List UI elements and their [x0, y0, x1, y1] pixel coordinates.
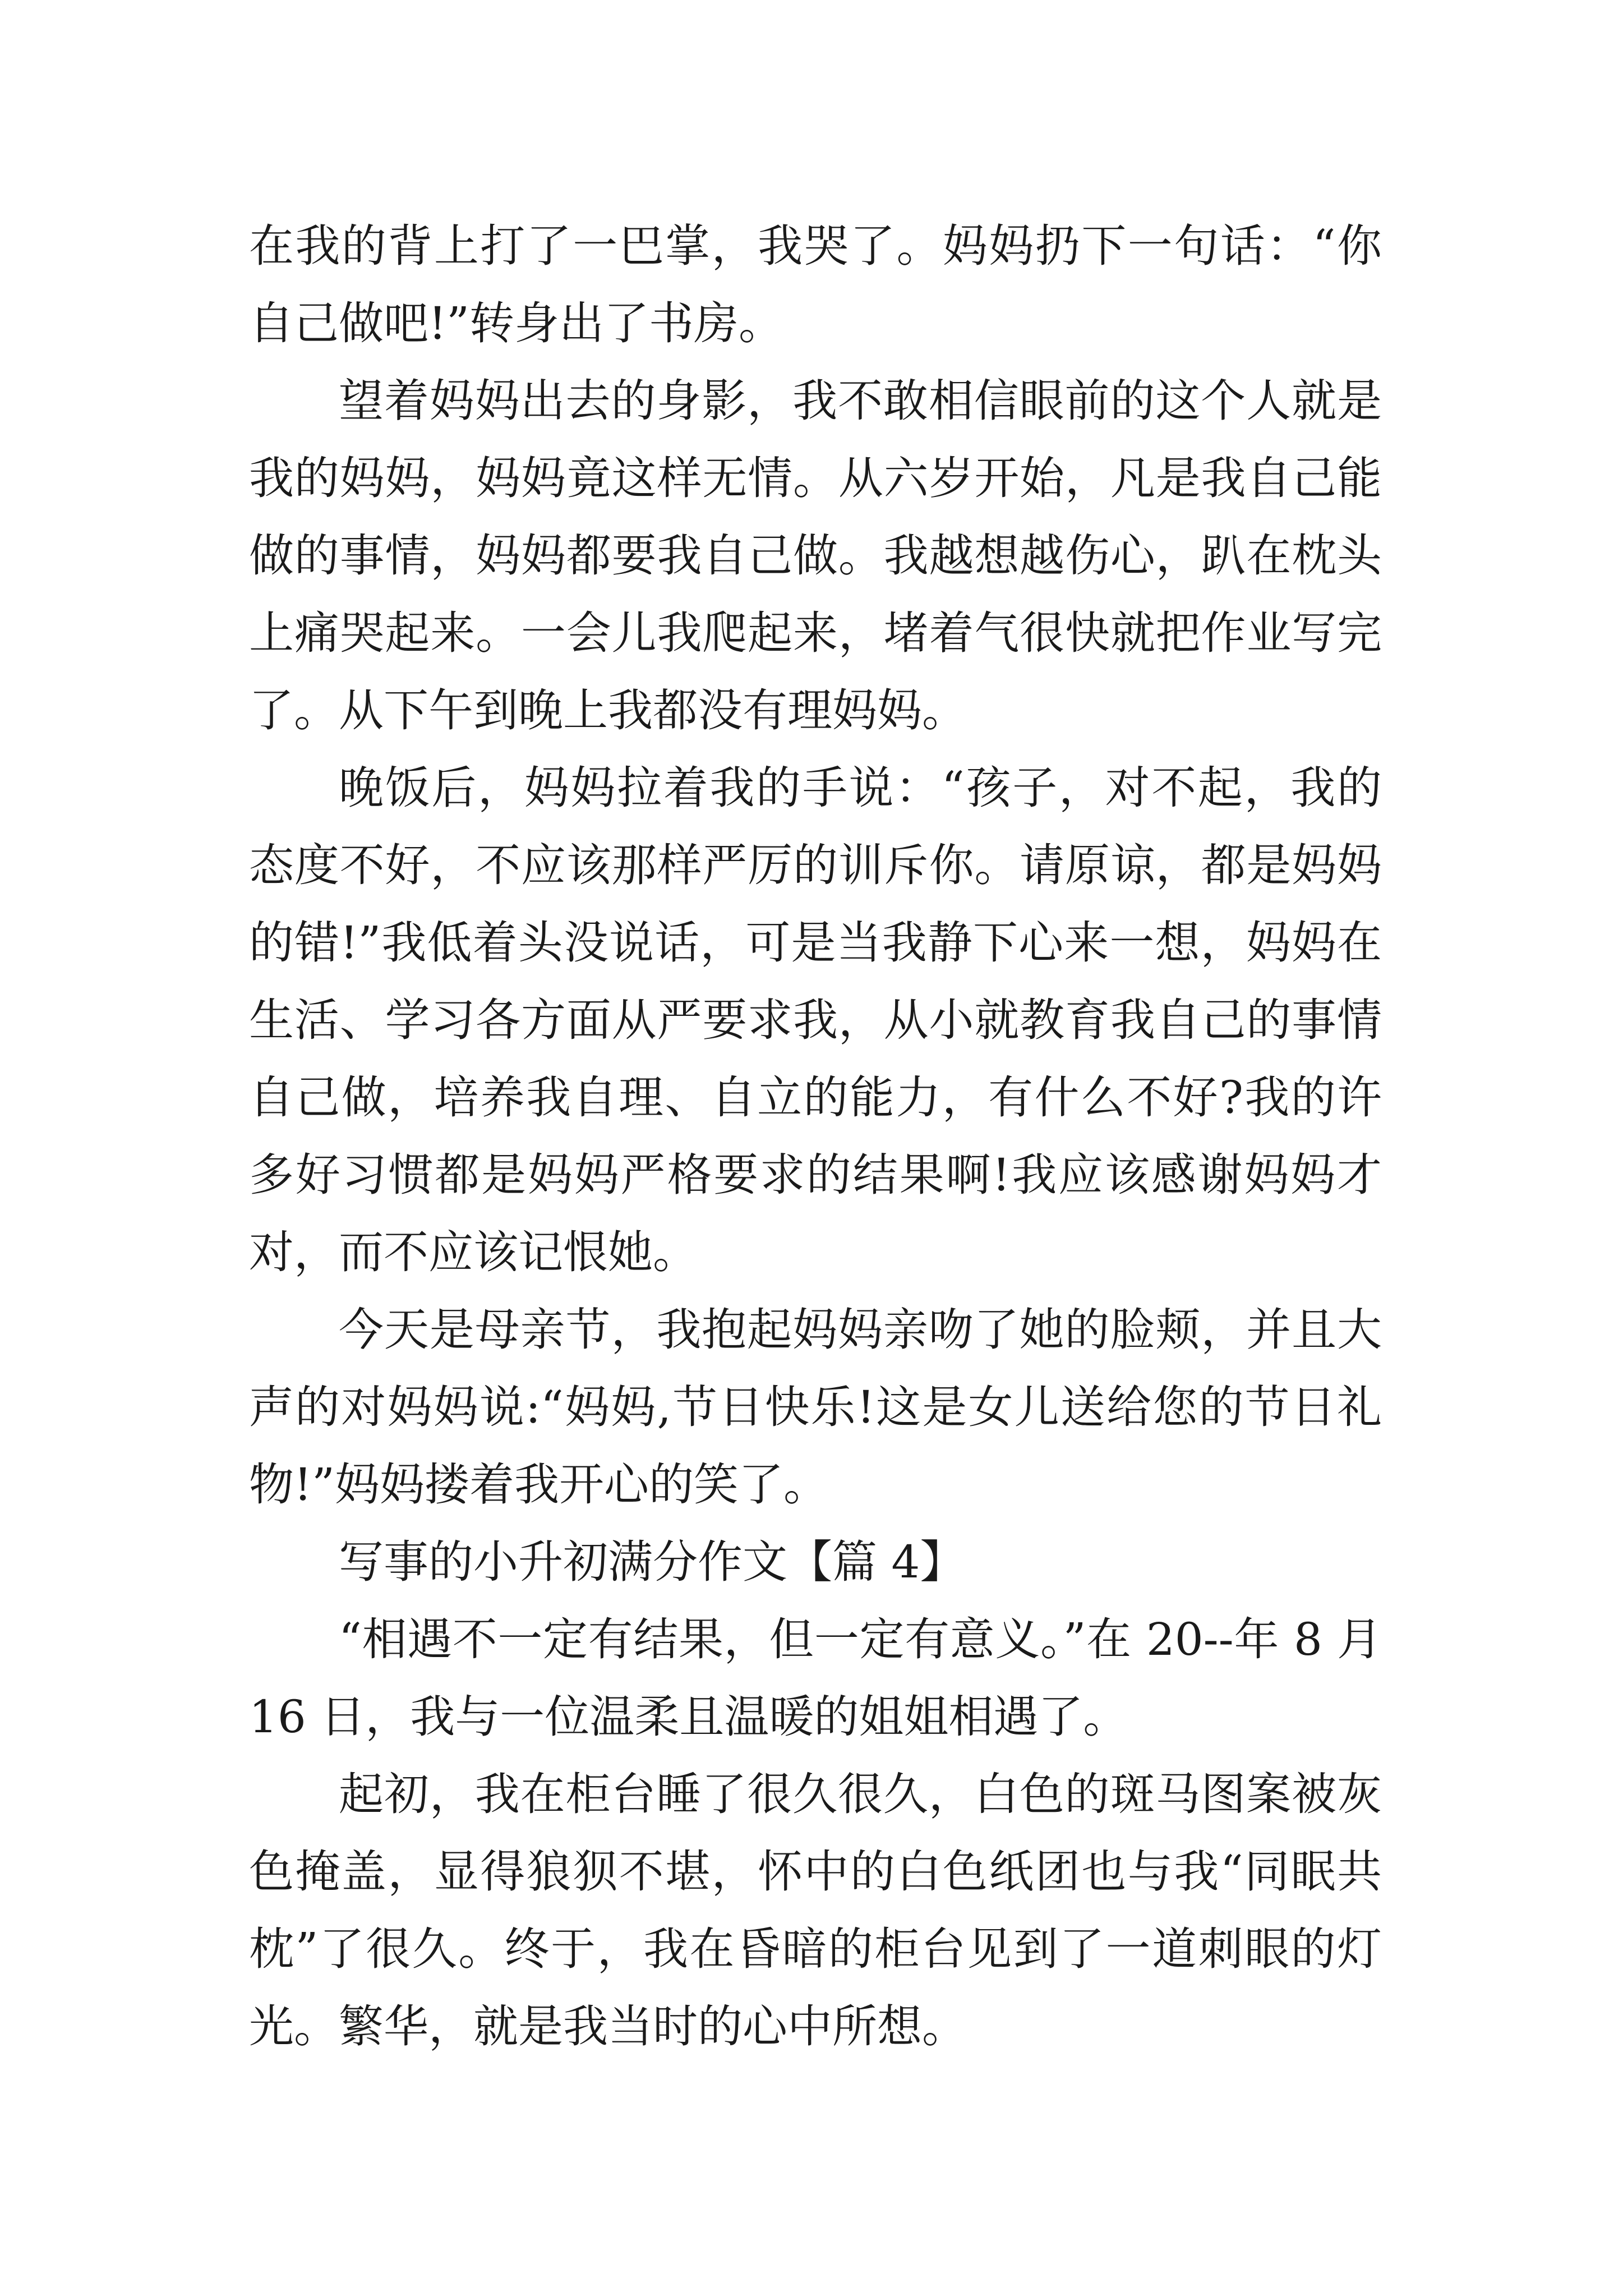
paragraph-2: 望着妈妈出去的身影，我不敢相信眼前的这个人就是我的妈妈，妈妈竟这样无情。从六岁开始，凡是我自己能做的事情，妈妈都要我自己做。我越想越伤心，趴在枕头上痛哭起来。一会儿我爬起来，堵着气很快就把作业写完了。从下午到晚上我都没有理妈妈。 [249, 375, 1382, 737]
paragraph-4: 今天是母亲节，我抱起妈妈亲吻了她的脸颊，并且大声的对妈妈说:“妈妈,节日快乐!这是女儿送给您的节日礼物!”妈妈搂着我开心的笑了。 [249, 1304, 1382, 1511]
paragraph-1: 在我的背上打了一巴掌，我哭了。妈妈扔下一句话：“你自己做吧!”转身出了书房。 [249, 220, 1382, 349]
paragraph-3: 晚饭后，妈妈拉着我的手说：“孩子，对不起，我的态度不好，不应该那样严厉的训斥你。请原谅，都是妈妈的错!”我低着头没说话，可是当我静下心来一想，妈妈在生活、学习各方面从严要求我，从小就教育我自己的事情自己做，培养我自理、自立的能力，有什么不好?我的许多好习惯都是妈妈严格要求的结果啊!我应该感谢妈妈才对，而不应该记恨她。 [249, 762, 1382, 1278]
document-body [249, 208, 1382, 2065]
paragraph-5: “相遇不一定有结果，但一定有意义。”在 20--年 8 月 16 日，我与一位温柔且温暖的姐姐相遇了。 [249, 1613, 1382, 1743]
paragraph-6: 起初，我在柜台睡了很久很久，白色的斑马图案被灰色掩盖，显得狼狈不堪，怀中的白色纸团也与我“同眠共枕”了很久。终于，我在昏暗的柜台见到了一道刺眼的灯光。繁华，就是我当时的心中所想。 [249, 1768, 1382, 2053]
section-heading: 写事的小升初满分作文【篇 4】 [339, 1536, 965, 1588]
